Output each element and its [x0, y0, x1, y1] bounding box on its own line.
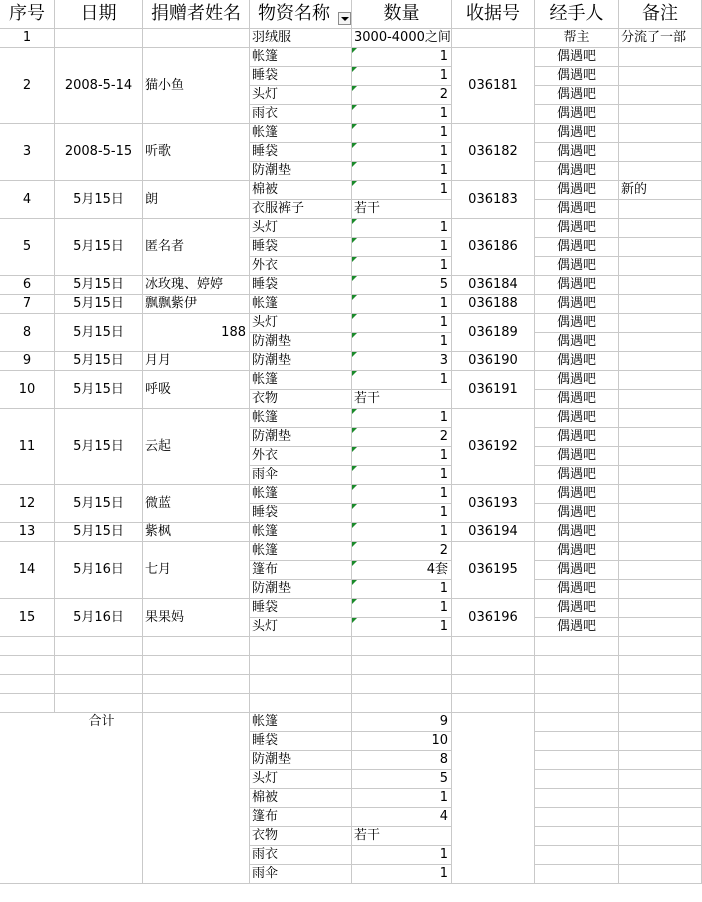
- cell-receipt-number[interactable]: 036183: [452, 181, 535, 219]
- cell-item-name[interactable]: 羽绒服: [250, 29, 352, 48]
- cell-handler[interactable]: 偶遇吧: [535, 333, 619, 352]
- cell-item-name[interactable]: 睡袋: [250, 238, 352, 257]
- cell-empty[interactable]: [352, 656, 452, 675]
- cell-item-name[interactable]: 棉被: [250, 181, 352, 200]
- cell-date[interactable]: 5月15日: [55, 276, 143, 295]
- cell-empty[interactable]: [619, 827, 702, 846]
- totals-quantity[interactable]: 1: [352, 846, 452, 865]
- cell-note[interactable]: 分流了一部: [619, 29, 702, 48]
- cell-empty[interactable]: [535, 865, 619, 884]
- cell-empty[interactable]: [0, 694, 55, 713]
- cell-note[interactable]: [619, 485, 702, 504]
- cell-note[interactable]: [619, 352, 702, 371]
- totals-item-name[interactable]: 棉被: [250, 789, 352, 808]
- cell-quantity[interactable]: 1: [352, 238, 452, 257]
- cell-empty[interactable]: [55, 694, 143, 713]
- cell-empty[interactable]: [452, 656, 535, 675]
- cell-empty[interactable]: [535, 713, 619, 732]
- totals-label-area[interactable]: [0, 713, 143, 884]
- cell-serial-number[interactable]: 7: [0, 295, 55, 314]
- cell-item-name[interactable]: 衣物: [250, 390, 352, 409]
- cell-item-name[interactable]: 帐篷: [250, 523, 352, 542]
- cell-serial-number[interactable]: 1: [0, 29, 55, 48]
- cell-receipt-number[interactable]: 036191: [452, 371, 535, 409]
- cell-date[interactable]: 5月15日: [55, 409, 143, 485]
- cell-quantity[interactable]: 1: [352, 257, 452, 276]
- cell-handler[interactable]: 偶遇吧: [535, 580, 619, 599]
- cell-note[interactable]: [619, 599, 702, 618]
- totals-quantity[interactable]: 1: [352, 789, 452, 808]
- cell-donor-name[interactable]: 188: [143, 314, 250, 352]
- cell-handler[interactable]: 偶遇吧: [535, 200, 619, 219]
- cell-serial-number[interactable]: 10: [0, 371, 55, 409]
- cell-receipt-number[interactable]: 036184: [452, 276, 535, 295]
- cell-quantity[interactable]: 1: [352, 162, 452, 181]
- cell-note[interactable]: [619, 390, 702, 409]
- cell-date[interactable]: 5月15日: [55, 523, 143, 542]
- totals-quantity[interactable]: 8: [352, 751, 452, 770]
- cell-note[interactable]: [619, 409, 702, 428]
- cell-donor-name[interactable]: 紫枫: [143, 523, 250, 542]
- cell-serial-number[interactable]: 8: [0, 314, 55, 352]
- cell-quantity[interactable]: 1: [352, 67, 452, 86]
- cell-handler[interactable]: 偶遇吧: [535, 162, 619, 181]
- cell-note[interactable]: [619, 295, 702, 314]
- cell-donor-name[interactable]: 果果妈: [143, 599, 250, 637]
- cell-empty[interactable]: [535, 770, 619, 789]
- cell-note[interactable]: [619, 561, 702, 580]
- cell-handler[interactable]: 偶遇吧: [535, 352, 619, 371]
- cell-empty[interactable]: [55, 656, 143, 675]
- cell-item-name[interactable]: 帐篷: [250, 409, 352, 428]
- totals-quantity[interactable]: 1: [352, 865, 452, 884]
- cell-quantity[interactable]: 5: [352, 276, 452, 295]
- cell-date[interactable]: 5月15日: [55, 371, 143, 409]
- cell-serial-number[interactable]: 5: [0, 219, 55, 276]
- cell-handler[interactable]: 偶遇吧: [535, 105, 619, 124]
- cell-handler[interactable]: 偶遇吧: [535, 599, 619, 618]
- cell-receipt-number[interactable]: 036181: [452, 48, 535, 124]
- cell-empty[interactable]: [452, 675, 535, 694]
- cell-empty[interactable]: [619, 846, 702, 865]
- totals-item-name[interactable]: 防潮垫: [250, 751, 352, 770]
- header-col-no: 序号: [0, 0, 55, 29]
- cell-empty[interactable]: [619, 865, 702, 884]
- cell-empty[interactable]: [619, 732, 702, 751]
- cell-note[interactable]: [619, 314, 702, 333]
- header-col-receipt: 收据号: [452, 0, 535, 29]
- cell-date[interactable]: 5月15日: [55, 295, 143, 314]
- cell-item-name[interactable]: 帐篷: [250, 542, 352, 561]
- cell-quantity[interactable]: 1: [352, 485, 452, 504]
- cell-quantity[interactable]: 1: [352, 48, 452, 67]
- cell-quantity[interactable]: 2: [352, 428, 452, 447]
- cell-handler[interactable]: 偶遇吧: [535, 390, 619, 409]
- cell-handler[interactable]: 偶遇吧: [535, 67, 619, 86]
- cell-item-name[interactable]: 雨衣: [250, 105, 352, 124]
- cell-empty[interactable]: [452, 694, 535, 713]
- header-col-qty: 数量: [352, 0, 452, 29]
- cell-empty[interactable]: [250, 656, 352, 675]
- cell-date[interactable]: 5月15日: [55, 181, 143, 219]
- cell-donor-name[interactable]: 朗: [143, 181, 250, 219]
- cell-note[interactable]: [619, 371, 702, 390]
- cell-empty[interactable]: [535, 846, 619, 865]
- cell-donor-name[interactable]: 云起: [143, 409, 250, 485]
- totals-item-name[interactable]: 雨伞: [250, 865, 352, 884]
- cell-empty[interactable]: [143, 637, 250, 656]
- cell-serial-number[interactable]: 11: [0, 409, 55, 485]
- cell-serial-number[interactable]: 2: [0, 48, 55, 124]
- cell-donor-name[interactable]: 微蓝: [143, 485, 250, 523]
- cell-handler[interactable]: 偶遇吧: [535, 181, 619, 200]
- cell-handler[interactable]: 偶遇吧: [535, 561, 619, 580]
- totals-quantity[interactable]: 9: [352, 713, 452, 732]
- cell-item-name[interactable]: 睡袋: [250, 143, 352, 162]
- cell-donor-name[interactable]: [143, 29, 250, 48]
- cell-quantity[interactable]: 2: [352, 542, 452, 561]
- cell-item-name[interactable]: 帐篷: [250, 485, 352, 504]
- cell-date[interactable]: 5月16日: [55, 599, 143, 637]
- cell-quantity[interactable]: 1: [352, 447, 452, 466]
- cell-handler[interactable]: 偶遇吧: [535, 409, 619, 428]
- cell-handler[interactable]: 偶遇吧: [535, 523, 619, 542]
- cell-receipt-number[interactable]: 036186: [452, 219, 535, 276]
- totals-label: 合计: [88, 714, 115, 729]
- cell-handler[interactable]: 偶遇吧: [535, 257, 619, 276]
- totals-item-name[interactable]: 衣物: [250, 827, 352, 846]
- cell-handler[interactable]: 偶遇吧: [535, 618, 619, 637]
- cell-empty[interactable]: [619, 808, 702, 827]
- cell-empty[interactable]: [352, 675, 452, 694]
- cell-receipt-number[interactable]: 036188: [452, 295, 535, 314]
- cell-date[interactable]: [55, 29, 143, 48]
- cell-handler[interactable]: 偶遇吧: [535, 371, 619, 390]
- cell-serial-number[interactable]: 9: [0, 352, 55, 371]
- cell-empty[interactable]: [352, 694, 452, 713]
- cell-date[interactable]: 2008-5-14: [55, 48, 143, 124]
- cell-empty[interactable]: [250, 694, 352, 713]
- cell-note[interactable]: [619, 333, 702, 352]
- cell-empty[interactable]: [535, 827, 619, 846]
- cell-serial-number[interactable]: 14: [0, 542, 55, 599]
- cell-empty[interactable]: [619, 656, 702, 675]
- totals-quantity[interactable]: 10: [352, 732, 452, 751]
- cell-handler[interactable]: 偶遇吧: [535, 466, 619, 485]
- cell-note[interactable]: [619, 447, 702, 466]
- cell-date[interactable]: 5月15日: [55, 352, 143, 371]
- cell-handler[interactable]: 偶遇吧: [535, 428, 619, 447]
- cell-item-name[interactable]: 防潮垫: [250, 428, 352, 447]
- cell-quantity[interactable]: 1: [352, 523, 452, 542]
- cell-empty[interactable]: [535, 808, 619, 827]
- cell-item-name[interactable]: 帐篷: [250, 295, 352, 314]
- cell-empty[interactable]: [535, 732, 619, 751]
- cell-empty[interactable]: [535, 656, 619, 675]
- cell-empty[interactable]: [619, 694, 702, 713]
- cell-empty[interactable]: [250, 637, 352, 656]
- cell-item-name[interactable]: 帐篷: [250, 371, 352, 390]
- cell-note[interactable]: [619, 257, 702, 276]
- header-col-handler: 经手人: [535, 0, 619, 29]
- cell-empty[interactable]: [535, 694, 619, 713]
- cell-receipt-number[interactable]: 036195: [452, 542, 535, 599]
- cell-item-name[interactable]: 帐篷: [250, 48, 352, 67]
- cell-note[interactable]: [619, 618, 702, 637]
- cell-handler[interactable]: 偶遇吧: [535, 48, 619, 67]
- header-col-donor: 捐赠者姓名: [143, 0, 250, 29]
- cell-item-name[interactable]: 外衣: [250, 447, 352, 466]
- cell-quantity[interactable]: 1: [352, 580, 452, 599]
- header-col-item: 物资名称: [250, 0, 352, 29]
- cell-item-name[interactable]: 防潮垫: [250, 162, 352, 181]
- totals-item-name[interactable]: 篷布: [250, 808, 352, 827]
- cell-note[interactable]: [619, 219, 702, 238]
- cell-date[interactable]: 5月15日: [55, 485, 143, 523]
- cell-handler[interactable]: 偶遇吧: [535, 542, 619, 561]
- cell-note[interactable]: [619, 466, 702, 485]
- cell-handler[interactable]: 偶遇吧: [535, 314, 619, 333]
- totals-item-name[interactable]: 头灯: [250, 770, 352, 789]
- cell-item-name[interactable]: 头灯: [250, 86, 352, 105]
- cell-item-name[interactable]: 睡袋: [250, 599, 352, 618]
- totals-item-name[interactable]: 雨衣: [250, 846, 352, 865]
- cell-item-name[interactable]: 外衣: [250, 257, 352, 276]
- cell-handler[interactable]: 偶遇吧: [535, 143, 619, 162]
- cell-handler[interactable]: 偶遇吧: [535, 276, 619, 295]
- cell-quantity[interactable]: 2: [352, 86, 452, 105]
- cell-empty[interactable]: [452, 637, 535, 656]
- cell-empty[interactable]: [0, 637, 55, 656]
- totals-item-name[interactable]: 帐篷: [250, 713, 352, 732]
- cell-empty[interactable]: [55, 675, 143, 694]
- cell-item-name[interactable]: 雨伞: [250, 466, 352, 485]
- cell-item-name[interactable]: 衣服裤子: [250, 200, 352, 219]
- cell-note[interactable]: [619, 504, 702, 523]
- cell-note[interactable]: [619, 238, 702, 257]
- cell-serial-number[interactable]: 6: [0, 276, 55, 295]
- totals-quantity[interactable]: 5: [352, 770, 452, 789]
- cell-empty[interactable]: [619, 789, 702, 808]
- cell-empty[interactable]: [352, 637, 452, 656]
- cell-empty[interactable]: [535, 637, 619, 656]
- cell-quantity[interactable]: 1: [352, 181, 452, 200]
- cell-empty[interactable]: [619, 751, 702, 770]
- cell-quantity[interactable]: 1: [352, 143, 452, 162]
- cell-serial-number[interactable]: 13: [0, 523, 55, 542]
- cell-donor-name[interactable]: 月月: [143, 352, 250, 371]
- filter-dropdown-icon[interactable]: [338, 12, 351, 25]
- cell-receipt-number[interactable]: 036190: [452, 352, 535, 371]
- cell-quantity[interactable]: 1: [352, 409, 452, 428]
- cell-quantity[interactable]: 1: [352, 333, 452, 352]
- cell-handler[interactable]: 偶遇吧: [535, 504, 619, 523]
- cell-quantity[interactable]: 若干: [352, 200, 452, 219]
- cell-handler[interactable]: 偶遇吧: [535, 447, 619, 466]
- cell-empty[interactable]: [0, 656, 55, 675]
- cell-quantity[interactable]: 4套: [352, 561, 452, 580]
- cell-receipt-number[interactable]: 036194: [452, 523, 535, 542]
- cell-empty[interactable]: [0, 675, 55, 694]
- cell-empty[interactable]: [452, 713, 535, 884]
- cell-quantity[interactable]: 3: [352, 352, 452, 371]
- cell-quantity[interactable]: 1: [352, 466, 452, 485]
- cell-handler[interactable]: 偶遇吧: [535, 124, 619, 143]
- cell-note[interactable]: [619, 67, 702, 86]
- cell-note[interactable]: [619, 428, 702, 447]
- cell-quantity[interactable]: 1: [352, 599, 452, 618]
- cell-donor-name[interactable]: 匿名者: [143, 219, 250, 276]
- cell-item-name[interactable]: 睡袋: [250, 276, 352, 295]
- cell-item-name[interactable]: 头灯: [250, 618, 352, 637]
- cell-handler[interactable]: 偶遇吧: [535, 295, 619, 314]
- cell-quantity[interactable]: 3000-4000之间: [352, 29, 452, 48]
- cell-note[interactable]: 新的: [619, 181, 702, 200]
- cell-item-name[interactable]: 睡袋: [250, 67, 352, 86]
- cell-item-name[interactable]: 睡袋: [250, 504, 352, 523]
- cell-serial-number[interactable]: 4: [0, 181, 55, 219]
- totals-quantity[interactable]: 4: [352, 808, 452, 827]
- cell-donor-name[interactable]: 飘飘紫伊: [143, 295, 250, 314]
- cell-receipt-number[interactable]: 036182: [452, 124, 535, 181]
- cell-donor-name[interactable]: 听歌: [143, 124, 250, 181]
- cell-note[interactable]: [619, 86, 702, 105]
- cell-note[interactable]: [619, 162, 702, 181]
- cell-quantity[interactable]: 1: [352, 124, 452, 143]
- cell-quantity[interactable]: 若干: [352, 390, 452, 409]
- cell-note[interactable]: [619, 48, 702, 67]
- cell-empty[interactable]: [143, 694, 250, 713]
- cell-item-name[interactable]: 防潮垫: [250, 580, 352, 599]
- cell-empty[interactable]: [143, 656, 250, 675]
- cell-empty[interactable]: [619, 713, 702, 732]
- cell-serial-number[interactable]: 15: [0, 599, 55, 637]
- cell-donor-name[interactable]: 猫小鱼: [143, 48, 250, 124]
- cell-serial-number[interactable]: 12: [0, 485, 55, 523]
- cell-empty[interactable]: [55, 637, 143, 656]
- cell-empty[interactable]: [143, 675, 250, 694]
- cell-empty[interactable]: [619, 637, 702, 656]
- cell-handler[interactable]: 偶遇吧: [535, 86, 619, 105]
- cell-handler[interactable]: 偶遇吧: [535, 238, 619, 257]
- cell-empty[interactable]: [535, 751, 619, 770]
- cell-item-name[interactable]: 篷布: [250, 561, 352, 580]
- cell-date[interactable]: 2008-5-15: [55, 124, 143, 181]
- cell-donor-name[interactable]: 冰玫瑰、婷婷: [143, 276, 250, 295]
- cell-receipt-number[interactable]: 036196: [452, 599, 535, 637]
- cell-serial-number[interactable]: 3: [0, 124, 55, 181]
- cell-handler[interactable]: 帮主: [535, 29, 619, 48]
- cell-empty[interactable]: [250, 675, 352, 694]
- cell-date[interactable]: 5月15日: [55, 219, 143, 276]
- cell-handler[interactable]: 偶遇吧: [535, 219, 619, 238]
- cell-note[interactable]: [619, 124, 702, 143]
- totals-quantity[interactable]: 若干: [352, 827, 452, 846]
- header-col-note: 备注: [619, 0, 702, 29]
- cell-note[interactable]: [619, 105, 702, 124]
- cell-item-name[interactable]: 头灯: [250, 219, 352, 238]
- cell-handler[interactable]: 偶遇吧: [535, 485, 619, 504]
- cell-note[interactable]: [619, 580, 702, 599]
- cell-receipt-number[interactable]: [452, 29, 535, 48]
- cell-quantity[interactable]: 1: [352, 371, 452, 390]
- cell-item-name[interactable]: 头灯: [250, 314, 352, 333]
- cell-receipt-number[interactable]: 036189: [452, 314, 535, 352]
- cell-note[interactable]: [619, 523, 702, 542]
- cell-empty[interactable]: [619, 675, 702, 694]
- cell-receipt-number[interactable]: 036192: [452, 409, 535, 485]
- cell-quantity[interactable]: 1: [352, 314, 452, 333]
- header-col-date: 日期: [55, 0, 143, 29]
- cell-item-name[interactable]: 防潮垫: [250, 333, 352, 352]
- cell-item-name[interactable]: 防潮垫: [250, 352, 352, 371]
- cell-quantity[interactable]: 1: [352, 295, 452, 314]
- cell-item-name[interactable]: 帐篷: [250, 124, 352, 143]
- cell-receipt-number[interactable]: 036193: [452, 485, 535, 523]
- cell-note[interactable]: [619, 143, 702, 162]
- cell-quantity[interactable]: 1: [352, 618, 452, 637]
- cell-empty[interactable]: [535, 675, 619, 694]
- cell-note[interactable]: [619, 276, 702, 295]
- cell-date[interactable]: 5月15日: [55, 314, 143, 352]
- cell-date[interactable]: 5月16日: [55, 542, 143, 599]
- cell-quantity[interactable]: 1: [352, 504, 452, 523]
- cell-note[interactable]: [619, 200, 702, 219]
- cell-empty[interactable]: [143, 713, 250, 884]
- cell-quantity[interactable]: 1: [352, 105, 452, 124]
- cell-empty[interactable]: [619, 770, 702, 789]
- totals-item-name[interactable]: 睡袋: [250, 732, 352, 751]
- cell-note[interactable]: [619, 542, 702, 561]
- cell-quantity[interactable]: 1: [352, 219, 452, 238]
- cell-empty[interactable]: [535, 789, 619, 808]
- cell-donor-name[interactable]: 呼吸: [143, 371, 250, 409]
- cell-donor-name[interactable]: 七月: [143, 542, 250, 599]
